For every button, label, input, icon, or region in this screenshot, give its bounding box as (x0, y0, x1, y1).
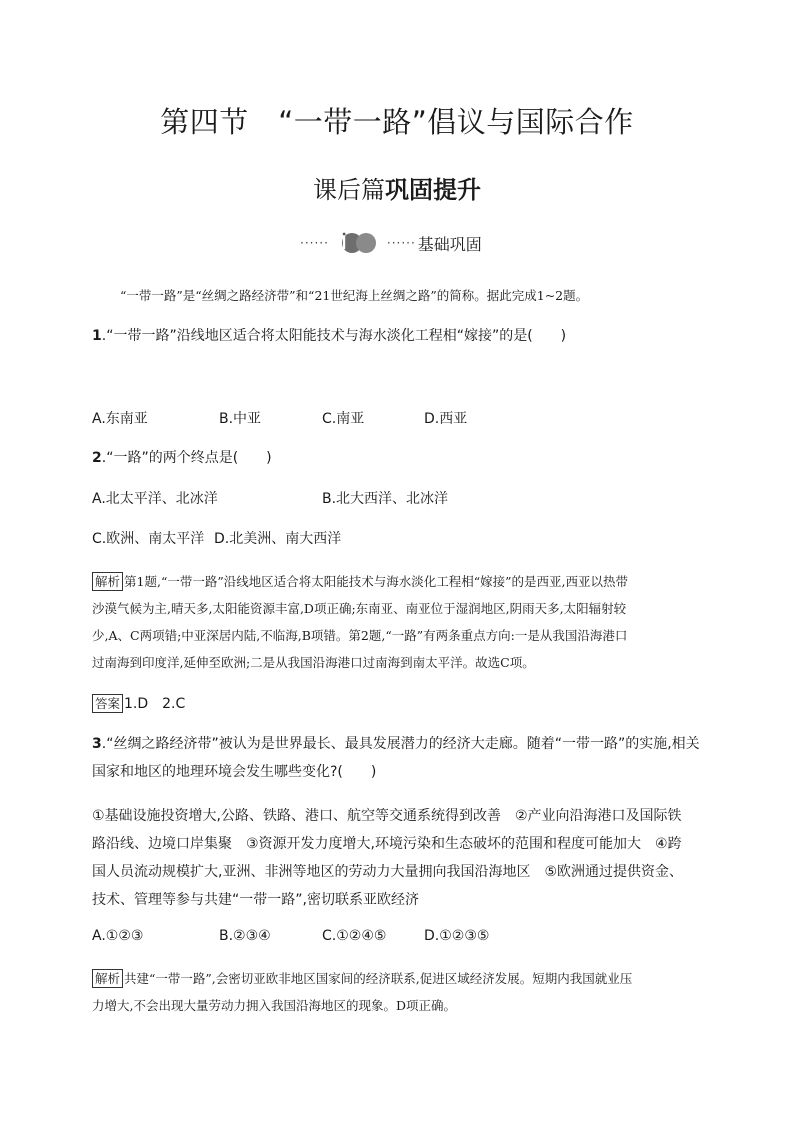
analysis-line: 过南海到印度洋,延伸至欧洲;二是从我国沿海港口过南海到南太平洋。故选C项。 (92, 655, 535, 670)
statement-line: 技术、管理等参与共建“一带一路”,密切联系亚欧经济 (92, 892, 419, 908)
section-dots-left: ······ (300, 236, 329, 250)
analysis-line: 解析 共建“一带一路”,会密切亚欧非地区国家间的经济联系,促进区域经济发展。短期内我国就业压 (92, 965, 706, 992)
statement-line: ①基础设施投资增大,公路、铁路、港口、航空等交通系统得到改善 ②产业向沿海港口及国际铁 (92, 808, 682, 824)
section-header (300, 231, 482, 255)
section-dots-right: ······ (386, 236, 416, 250)
question-number: 1 (92, 328, 102, 344)
analysis-line: 沙漠气候为主,晴天多,太阳能资源丰富,D项正确;东南亚、南亚位于湿润地区,阴雨天多,太阳辐射较 (92, 601, 627, 616)
option-c[interactable]: C.南亚 (322, 411, 365, 427)
section-label: 基础巩固 (417, 234, 482, 254)
question-1 (92, 322, 704, 350)
subtitle-normal: 课后篇 (313, 176, 385, 204)
question-line: 国家和地区的地理环境会发生哪些变化?( ) (92, 764, 377, 780)
answer-1-2 (92, 690, 704, 718)
intro-text: “一带一路”是“丝绸之路经济带”和“21世纪海上丝绸之路”的简称。据此完成1~2题。 (120, 288, 589, 303)
option-c[interactable]: C.欧洲、南太平洋 (92, 531, 205, 547)
question-text: .“一路”的两个终点是( ) (101, 450, 272, 466)
answer-text: 1.D 2.C (124, 696, 186, 712)
question-text: .“一带一路”沿线地区适合将太阳能技术与海水淡化工程相“嫁接”的是( ) (101, 328, 567, 344)
question-2 (92, 444, 704, 472)
statement-line: 国人员流动规模扩大,亚洲、非洲等地区的劳动力大量拥向我国沿海地区 ⑤欧洲通过提供资金、 (92, 864, 683, 880)
statement-line: 路沿线、边境口岸集聚 ③资源开发力度增大,环境污染和生态破坏的范围和程度可能加大 ④跨 (92, 836, 682, 852)
option-b[interactable]: B.北大西洋、北冰洋 (322, 491, 449, 507)
option-a[interactable]: A.东南亚 (92, 411, 148, 427)
question-number: 2 (92, 450, 102, 466)
option-d[interactable]: D.①②③⑤ (424, 928, 490, 944)
page-subtitle (0, 170, 794, 205)
page-title: 第四节 “一带一路”倡议与国际合作 (160, 105, 634, 139)
option-b[interactable]: B.中亚 (219, 411, 262, 427)
question-3-statements (92, 802, 704, 914)
analysis-tag: 解析 (92, 572, 123, 591)
analysis-line: 解析 第1题,“一带一路”沿线地区适合将太阳能技术与海水淡化工程相“嫁接”的是西亚,西亚以热带 (92, 568, 706, 595)
question-number: 3 (92, 736, 102, 752)
analysis-3 (92, 965, 706, 1019)
analysis-tag: 解析 (92, 969, 123, 988)
answer-tag: 答案 (92, 694, 123, 713)
question-1-options (92, 404, 704, 432)
option-a[interactable]: A.北太平洋、北冰洋 (92, 491, 218, 507)
analysis-1-2 (92, 568, 706, 676)
option-a[interactable]: A.①②③ (92, 928, 144, 944)
info-circles-icon (337, 231, 381, 255)
analysis-line: 少,A、C两项错;中亚深居内陆,不临海,B项错。第2题,“一路”有两条重点方向:一是从我国沿海港口 (92, 628, 628, 643)
option-d[interactable]: D.北美洲、南大西洋 (214, 531, 342, 547)
question-3-options (92, 924, 704, 952)
option-b[interactable]: B.②③④ (219, 928, 271, 944)
question-line: 3.“丝绸之路经济带”被认为是世界最长、最具发展潜力的经济大走廊。随着“一带一路”的实施,相关 (92, 736, 700, 752)
option-c[interactable]: C.①②④⑤ (322, 928, 387, 944)
question-3 (92, 730, 704, 786)
analysis-line: 力增大,不会出现大量劳动力拥入我国沿海地区的现象。D项正确。 (92, 998, 456, 1013)
question-2-options-row1 (92, 484, 704, 512)
option-d[interactable]: D.西亚 (424, 411, 468, 427)
subtitle-bold: 巩固提升 (385, 176, 481, 204)
question-2-options-row2 (92, 524, 704, 552)
